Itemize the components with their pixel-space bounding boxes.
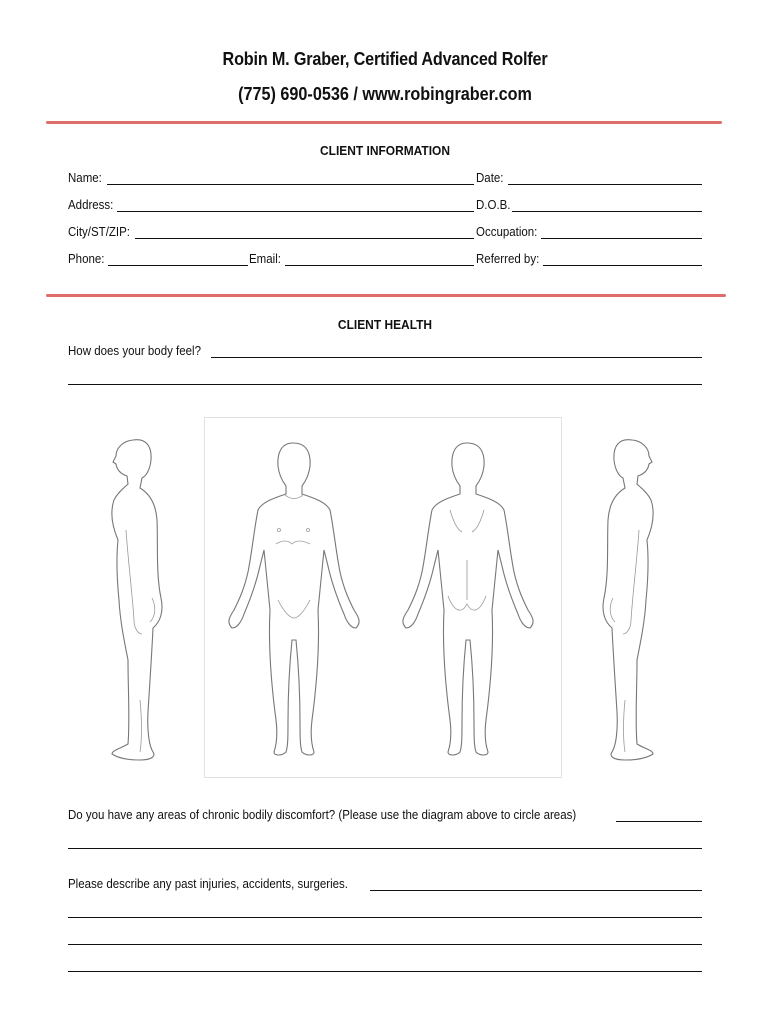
name-label: Name: [68, 171, 102, 185]
injuries-field[interactable] [370, 890, 702, 891]
body-feel-label: How does your body feel? [68, 344, 201, 358]
occupation-label: Occupation: [476, 225, 538, 239]
side-profile-left-figure[interactable] [112, 440, 162, 760]
injuries-field-line-4[interactable] [68, 971, 702, 972]
front-figure[interactable] [229, 443, 359, 755]
date-label: Date: [476, 171, 504, 185]
phone-label: Phone: [68, 252, 105, 266]
address-label: Address: [68, 198, 114, 212]
client-information-heading: CLIENT INFORMATION [319, 143, 451, 158]
injuries-label: Please describe any past injuries, accidents, surgeries. [68, 877, 348, 891]
side-profile-right-figure[interactable] [603, 440, 653, 760]
email-label: Email: [249, 252, 281, 266]
injuries-field-line-2[interactable] [68, 917, 702, 918]
chronic-discomfort-field-line-2[interactable] [68, 848, 702, 849]
city-label: City/ST/ZIP: [68, 225, 130, 239]
referred-label: Referred by: [476, 252, 540, 266]
dob-label: D.O.B. [476, 198, 511, 212]
chronic-discomfort-label: Do you have any areas of chronic bodily discomfort? (Please use the diagram above to circle areas) [68, 808, 577, 822]
form-title: Robin M. Graber, Certified Advanced Rolfer [222, 49, 548, 69]
chronic-discomfort-field[interactable] [616, 821, 702, 822]
injuries-field-line-3[interactable] [68, 944, 702, 945]
client-health-heading: CLIENT HEALTH [337, 317, 433, 332]
contact-line: (775) 690-0536 / www.robingraber.com [238, 84, 532, 104]
back-figure[interactable] [403, 443, 533, 755]
